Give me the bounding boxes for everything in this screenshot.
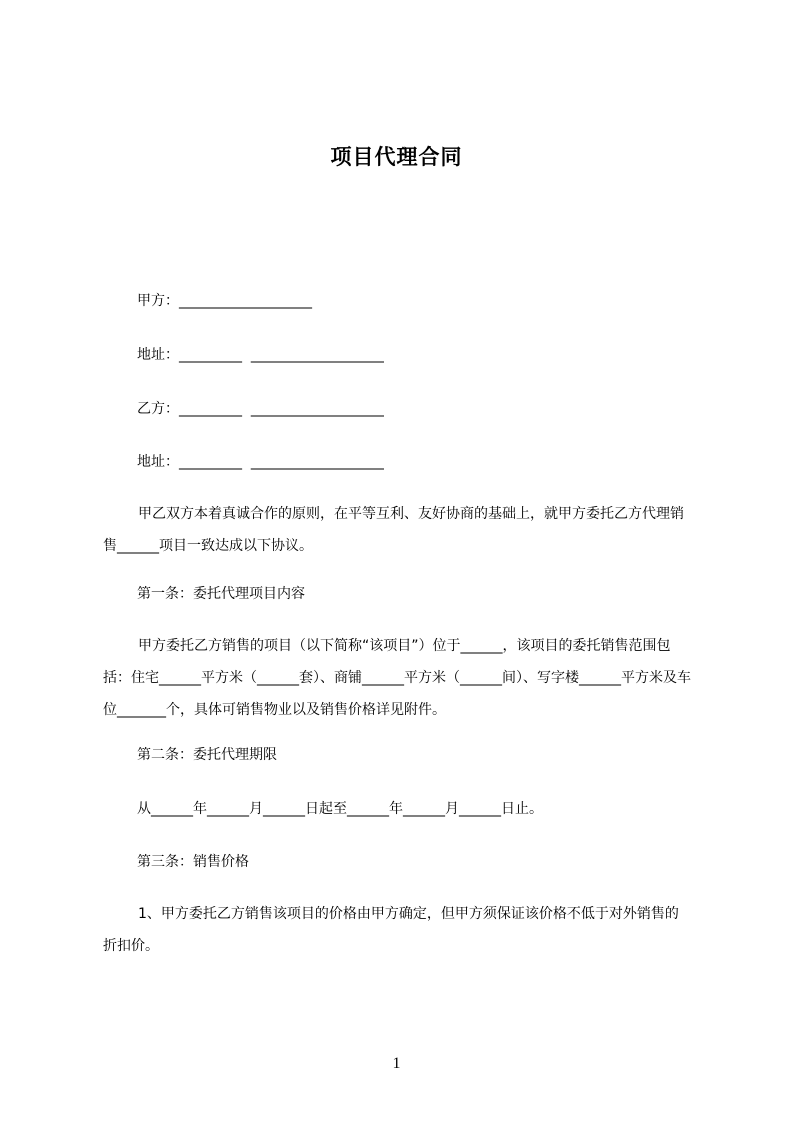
- article-2-heading: 第二条：委托代理期限: [137, 747, 277, 763]
- address-a-line: 地址：_________ ___________________: [137, 347, 384, 363]
- party-b-line: 乙方：_________ ___________________: [137, 401, 384, 417]
- article-3-heading: 第三条：销售价格: [137, 854, 249, 870]
- article-3-item-1: 1、甲方委托乙方销售该项目的价格由甲方确定，但甲方须保证该价格不低于对外销售的折扣价。: [103, 906, 679, 954]
- address-b-line: 地址：_________ ___________________: [137, 454, 384, 470]
- page-number: 1: [392, 1055, 401, 1072]
- article-1-heading: 第一条：委托代理项目内容: [137, 586, 305, 602]
- article-1-body: 甲方委托乙方销售的项目（以下简称“该项目”）位于______，该项目的委托销售范围包括：住宅______平方米（______套）、商铺______平方米（______间）、写字楼______平方米及车位_______个，具体可销售物业以及销售价格详见附件。: [103, 638, 691, 718]
- article-2-body: 从______年______月______日起至______年______月______日止。: [137, 801, 543, 817]
- party-a-line: 甲方：___________________: [137, 293, 312, 309]
- intro-paragraph: 甲乙双方本着真诚合作的原则，在平等互利、友好协商的基础上，就甲方委托乙方代理销售______项目一致达成以下协议。: [103, 506, 684, 554]
- document-title: 项目代理合同: [330, 145, 463, 169]
